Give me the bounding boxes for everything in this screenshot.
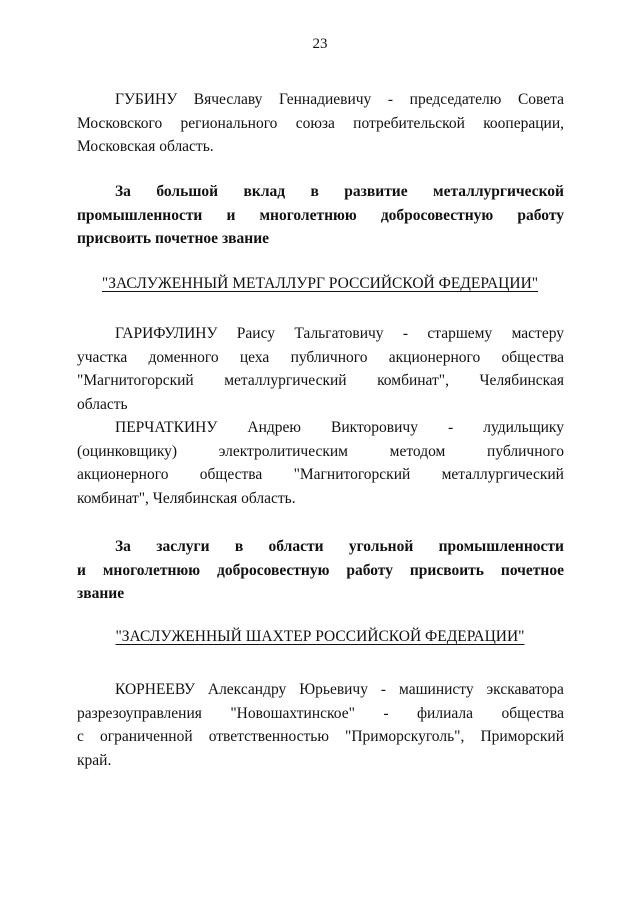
- word: (оцинковщику): [77, 442, 178, 460]
- page-number: 23: [312, 36, 328, 52]
- perchatkin-line-4: комбинат", Челябинская область.: [77, 489, 296, 507]
- word: акционерного: [388, 348, 481, 366]
- word: Совета: [517, 91, 564, 108]
- word: и: [226, 206, 236, 224]
- garifulin-line-1: [77, 322, 564, 346]
- word: регионального: [180, 114, 278, 132]
- word: с: [77, 728, 84, 745]
- word: потребительской: [353, 114, 465, 132]
- word: ПЕРЧАТКИНУ: [115, 419, 218, 436]
- word: Юрьевичу: [299, 681, 368, 698]
- word: многолетнюю: [102, 561, 201, 579]
- word: публичного: [290, 348, 368, 366]
- word: присвоить: [409, 561, 484, 579]
- korneev-line-1: [77, 678, 564, 702]
- perchatkin-line-2: [77, 440, 564, 464]
- word: -: [383, 704, 389, 722]
- word: "Магнитогорский: [77, 372, 194, 389]
- word: развитие: [344, 183, 408, 200]
- word: угольной: [348, 538, 414, 555]
- word: участка: [77, 348, 128, 366]
- word: промышленности: [438, 538, 564, 555]
- gubin-line-1: [77, 88, 564, 112]
- paragraph-garifulin: [77, 322, 564, 416]
- word: публичного: [487, 442, 564, 460]
- word: доменного: [148, 348, 219, 366]
- word: Викторовичу: [331, 419, 418, 436]
- word: вклад: [243, 183, 286, 200]
- word: цеха: [239, 348, 270, 366]
- word: разрезоуправления: [77, 704, 202, 722]
- korneev-line-3: [77, 725, 564, 749]
- word: комбинат",: [377, 372, 449, 389]
- word: акционерного: [77, 466, 169, 483]
- word: области: [268, 538, 324, 555]
- gubin-line-2: [77, 112, 564, 136]
- paragraph-gubin: [77, 88, 564, 159]
- award2-line-2: [77, 559, 564, 583]
- word: заслуги: [156, 538, 210, 555]
- word: большой: [156, 183, 219, 200]
- word: кооперации,: [483, 114, 564, 132]
- word: почетное: [500, 561, 564, 579]
- word: в: [310, 183, 319, 200]
- word: -: [387, 91, 394, 108]
- word: экскаватора: [486, 681, 564, 698]
- word: -: [448, 419, 454, 436]
- word: ГУБИНУ: [115, 91, 178, 108]
- garifulin-line-3: [77, 369, 564, 393]
- word: машинисту: [399, 681, 474, 698]
- word: ответственностью: [208, 728, 329, 745]
- word: ограниченной: [99, 728, 193, 745]
- word: "Приморскуголь",: [345, 728, 465, 745]
- word: добросовестную: [380, 206, 494, 224]
- perchatkin-line-3: [77, 463, 564, 487]
- word: общества: [199, 466, 263, 483]
- award-title-metallurgist: "ЗАСЛУЖЕННЫЙ МЕТАЛЛУРГ РОССИЙСКОЙ ФЕДЕРАЦИИ": [101, 275, 539, 292]
- word: общества: [501, 704, 564, 722]
- award2-line-3: звание: [77, 585, 125, 602]
- word: Андрею: [247, 419, 301, 436]
- word: За: [115, 183, 131, 200]
- word: ГАРИФУЛИНУ: [115, 325, 218, 342]
- word: -: [402, 325, 409, 342]
- word: Вячеславу: [193, 91, 263, 108]
- award1-line-2: [77, 204, 564, 228]
- word: добросовестную: [217, 561, 330, 579]
- word: -: [380, 681, 387, 698]
- award-intro-metallurgy: [77, 180, 564, 251]
- word: в: [234, 538, 244, 555]
- word: металлургический: [224, 372, 347, 389]
- word: КОРНЕЕВУ: [115, 681, 195, 698]
- word: металлургический: [441, 466, 564, 483]
- word: многолетнюю: [259, 206, 357, 224]
- word: За: [115, 538, 131, 555]
- word: мастеру: [511, 325, 564, 342]
- paragraph-perchatkin: [77, 416, 564, 510]
- word: Раису: [236, 325, 276, 342]
- word: промышленности: [77, 206, 203, 224]
- word: Тальгатовичу: [294, 325, 384, 342]
- word: Александру: [207, 681, 287, 698]
- word: Челябинская: [479, 372, 564, 389]
- gubin-line-3: Московская область.: [77, 138, 214, 155]
- award-title-miner: "ЗАСЛУЖЕННЫЙ ШАХТЕР РОССИЙСКОЙ ФЕДЕРАЦИИ": [115, 628, 525, 645]
- word: председателю: [409, 91, 502, 108]
- word: Московского: [77, 114, 163, 132]
- award1-line-3: присвоить почетное звание: [77, 230, 270, 247]
- word: союза: [295, 114, 335, 132]
- word: "Новошахтинское": [230, 704, 355, 722]
- garifulin-line-2: [77, 346, 564, 370]
- word: лудильщику: [483, 419, 564, 436]
- word: старшему: [427, 325, 493, 342]
- perchatkin-line-1: [77, 416, 564, 440]
- award2-line-1: [77, 535, 564, 559]
- award-intro-coal: [77, 535, 564, 606]
- korneev-line-4: край.: [77, 751, 112, 769]
- word: работу: [346, 561, 393, 579]
- word: и: [77, 561, 86, 579]
- word: электролитическим: [218, 442, 348, 460]
- word: Геннадиевичу: [278, 91, 372, 108]
- word: "Магнитогорский: [293, 466, 411, 483]
- korneev-line-2: [77, 702, 564, 726]
- word: Приморский: [480, 728, 564, 745]
- word: работу: [517, 206, 564, 224]
- word: филиала: [417, 704, 474, 722]
- paragraph-korneev: [77, 678, 564, 772]
- word: общества: [501, 348, 564, 366]
- word: металлургической: [433, 183, 564, 200]
- award1-line-1: [77, 180, 564, 204]
- word: методом: [389, 442, 446, 460]
- garifulin-line-4: область: [77, 395, 128, 413]
